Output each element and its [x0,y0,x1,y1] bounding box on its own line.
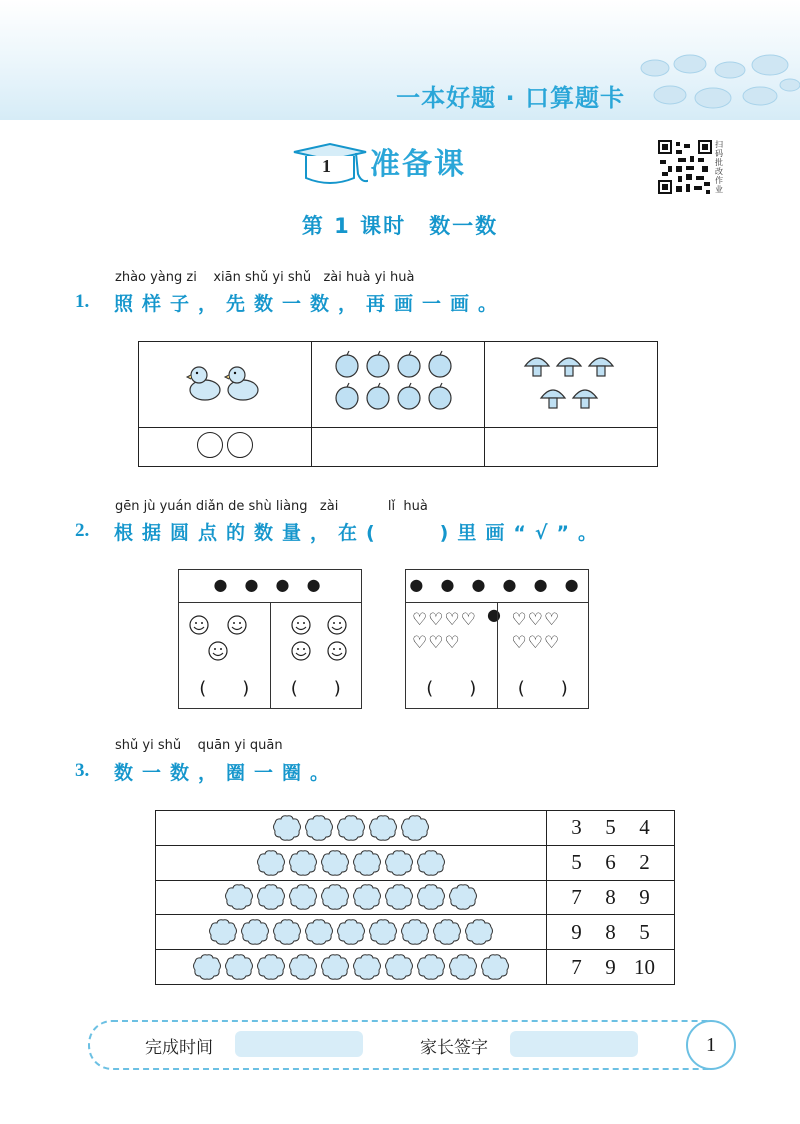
q3-choice[interactable]: 4 [639,815,650,840]
cloud-decoration-icon [635,50,800,120]
flower-icon [320,849,350,877]
q3-choice[interactable]: 9 [639,884,650,909]
completion-time-label: 完成时间 [145,1038,213,1058]
heart-icon: ♡♡♡ ♡♡♡ [511,610,561,653]
flower-icon [208,918,238,946]
q1-answer-mushrooms[interactable] [485,428,658,467]
q1-table [138,341,658,467]
q2-answer-slot[interactable]: ( ) [199,678,250,699]
mushroom-icon [521,350,621,416]
q1-mushrooms-cell [485,342,658,428]
q3-number: 3. [75,760,90,781]
q2-dots-2: ● ● ● ● ● ● ● [406,570,588,603]
answer-circle [227,432,253,458]
flower-icon [272,814,302,842]
parent-signature-label: 家长签字 [420,1038,488,1058]
q3-choice[interactable]: 9 [605,954,616,979]
q2-number: 2. [75,520,90,541]
q1-answer-ducks[interactable] [139,428,312,467]
lesson-title: 准备课 [370,147,466,182]
q3-row [156,845,675,880]
flower-icon [416,849,446,877]
flower-icon [464,918,494,946]
q3-choice[interactable]: 7 [571,884,582,909]
flower-icon [416,953,446,981]
flower-icon [336,814,366,842]
flower-icon [240,918,270,946]
answer-circle [197,432,223,458]
smiley-icon [185,613,265,661]
q3-text: 数一数，圈一圈。 [114,762,339,784]
q2-option-heart-6 [497,603,589,708]
flower-icon [288,849,318,877]
q3-flower-cell [156,915,547,950]
q3-choice[interactable]: 2 [639,850,650,875]
flower-icon [304,814,334,842]
flower-icon [352,883,382,911]
flower-icon [368,814,398,842]
duck-icon [185,360,265,406]
flower-icon [416,883,446,911]
q3-row [156,811,675,846]
q3-choices-cell [547,950,675,985]
q2-group-2 [405,569,589,709]
lesson-heading [290,140,520,190]
flower-icon [336,918,366,946]
page-number: 1 [686,1020,736,1070]
q1-apples-cell [312,342,485,428]
q1-ducks-cell [139,342,312,428]
q3-table [155,810,675,985]
q3-choices-cell [547,845,675,880]
q3-choice[interactable]: 5 [639,919,650,944]
flower-icon [256,883,286,911]
flower-icon [448,953,478,981]
q3-choice[interactable]: 3 [571,815,582,840]
flower-icon [224,953,254,981]
q3-choices-cell [547,811,675,846]
flower-icon [320,883,350,911]
flower-icon [400,918,430,946]
flower-icon [320,953,350,981]
q3-row [156,950,675,985]
flower-icon [384,849,414,877]
flower-icon [384,953,414,981]
q2-answer-slot[interactable]: ( ) [426,678,477,699]
qr-label: 扫码批改作业 [715,140,723,194]
flower-icon [304,918,334,946]
q3-choice[interactable]: 8 [605,919,616,944]
q3-flower-cell [156,880,547,915]
q2-text: 根据圆点的数量，在( )里画“√”。 [114,522,607,544]
q2-dots-1: ● ● ● ● [179,570,361,603]
lesson-subtitle: 第 1 课时 数一数 [301,214,499,238]
q3-flower-cell [156,811,547,846]
flower-icon [256,849,286,877]
flower-icon [368,918,398,946]
flower-icon [256,953,286,981]
q3-choice[interactable]: 6 [605,850,616,875]
q2-group-1 [178,569,362,709]
heart-icon: ♡♡♡♡ ♡♡♡ [412,610,477,653]
q3-choice[interactable]: 9 [571,919,582,944]
flower-icon [272,918,302,946]
completion-time-field[interactable] [235,1031,363,1057]
q3-row [156,915,675,950]
flower-icon [192,953,222,981]
q2-option-smiley-4 [270,603,362,708]
q1-text: 照样子，先数一数，再画一画。 [114,293,507,315]
flower-icon [352,849,382,877]
q3-choices-cell [547,915,675,950]
q3-choice[interactable]: 8 [605,884,616,909]
q2-answer-slot[interactable]: ( ) [290,678,341,699]
q3-row [156,880,675,915]
flower-icon [224,883,254,911]
q3-pinyin: shǔ yi shǔ quān yi quān [115,738,283,753]
q1-answer-apples[interactable] [312,428,485,467]
flower-icon [400,814,430,842]
q2-pinyin: gēn jù yuán diǎn de shù liàng zài lǐ huà [115,499,428,514]
smiley-icon [281,613,361,661]
q1-number: 1. [75,291,90,312]
q2-answer-slot[interactable]: ( ) [517,678,568,699]
q3-flower-cell [156,845,547,880]
flower-icon [288,953,318,981]
flower-icon [352,953,382,981]
flower-icon [384,883,414,911]
q3-choices-cell [547,880,675,915]
qr-code-icon[interactable] [658,140,712,194]
q3-choice[interactable]: 10 [634,954,655,979]
q1-pinyin: zhào yàng zi xiān shǔ yi shǔ zài huà yi huà [115,270,415,285]
lesson-number: 1 [322,156,331,176]
parent-signature-field[interactable] [510,1031,638,1057]
apple-icon [333,350,463,416]
q3-choice[interactable]: 5 [605,815,616,840]
flower-icon [432,918,462,946]
flower-icon [480,953,510,981]
q3-choice[interactable]: 5 [571,850,582,875]
q3-flower-cell [156,950,547,985]
series-title: 一本好题 · 口算题卡 [396,84,625,112]
q2-option-heart-7 [406,603,497,708]
q2-option-smiley-3 [179,603,270,708]
flower-icon [288,883,318,911]
q3-choice[interactable]: 7 [571,954,582,979]
flower-icon [448,883,478,911]
